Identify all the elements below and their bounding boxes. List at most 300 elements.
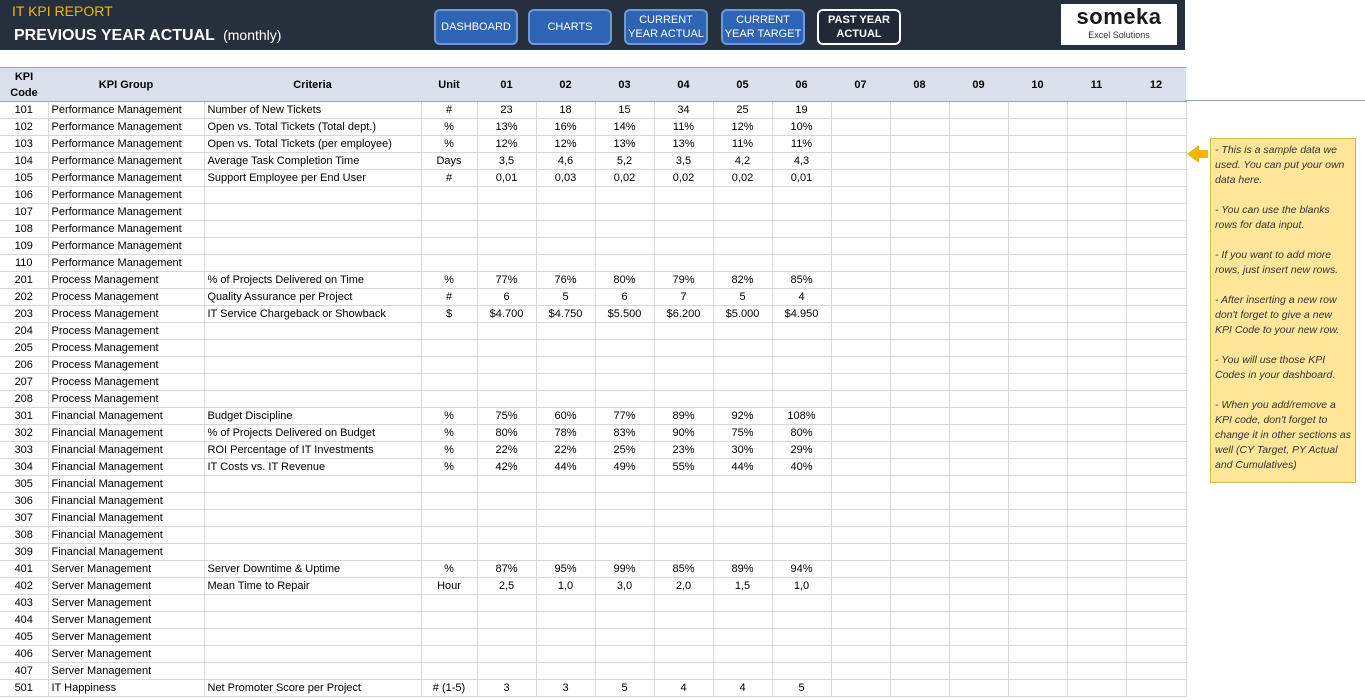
table-cell[interactable] [890, 102, 949, 119]
table-cell[interactable] [1126, 629, 1186, 646]
table-cell[interactable]: Server Management [48, 663, 204, 680]
table-cell[interactable]: Server Management [48, 612, 204, 629]
table-cell[interactable] [772, 544, 831, 561]
table-cell[interactable] [713, 221, 772, 238]
table-cell[interactable] [831, 136, 890, 153]
table-cell[interactable] [1067, 578, 1126, 595]
table-cell[interactable] [890, 646, 949, 663]
table-cell[interactable] [421, 255, 477, 272]
table-cell[interactable] [595, 476, 654, 493]
table-cell[interactable] [949, 238, 1008, 255]
table-cell[interactable] [595, 510, 654, 527]
table-cell[interactable] [772, 663, 831, 680]
table-cell[interactable] [831, 629, 890, 646]
table-cell[interactable] [713, 204, 772, 221]
table-cell[interactable] [831, 153, 890, 170]
table-cell[interactable] [772, 629, 831, 646]
table-cell[interactable] [831, 340, 890, 357]
table-cell[interactable]: 204 [0, 323, 48, 340]
table-cell[interactable]: 23 [477, 102, 536, 119]
table-cell[interactable] [713, 595, 772, 612]
table-cell[interactable] [1008, 272, 1067, 289]
table-cell[interactable] [204, 629, 421, 646]
table-cell[interactable]: 3,0 [595, 578, 654, 595]
current-year-target-button[interactable]: CURRENT YEAR TARGET [721, 9, 805, 45]
table-cell[interactable] [772, 510, 831, 527]
table-cell[interactable]: Financial Management [48, 544, 204, 561]
table-cell[interactable]: 202 [0, 289, 48, 306]
table-cell[interactable] [713, 510, 772, 527]
table-cell[interactable] [831, 578, 890, 595]
table-cell[interactable]: % [421, 561, 477, 578]
table-cell[interactable] [204, 663, 421, 680]
table-cell[interactable] [421, 493, 477, 510]
table-cell[interactable]: 301 [0, 408, 48, 425]
table-cell[interactable]: # [421, 289, 477, 306]
table-cell[interactable] [890, 578, 949, 595]
table-cell[interactable] [536, 476, 595, 493]
table-cell[interactable]: 29% [772, 442, 831, 459]
table-cell[interactable]: 0,02 [713, 170, 772, 187]
table-cell[interactable]: 55% [654, 459, 713, 476]
table-cell[interactable] [1067, 119, 1126, 136]
table-cell[interactable] [772, 374, 831, 391]
table-cell[interactable]: Budget Discipline [204, 408, 421, 425]
table-cell[interactable]: 6 [477, 289, 536, 306]
table-cell[interactable]: 404 [0, 612, 48, 629]
table-cell[interactable]: Open vs. Total Tickets (per employee) [204, 136, 421, 153]
table-cell[interactable] [772, 204, 831, 221]
table-cell[interactable] [1008, 357, 1067, 374]
table-cell[interactable]: 106 [0, 187, 48, 204]
table-cell[interactable]: 307 [0, 510, 48, 527]
table-cell[interactable]: 25% [595, 442, 654, 459]
table-cell[interactable]: 89% [654, 408, 713, 425]
table-cell[interactable] [890, 612, 949, 629]
table-cell[interactable] [831, 646, 890, 663]
table-cell[interactable] [1067, 527, 1126, 544]
table-cell[interactable]: 13% [654, 136, 713, 153]
table-cell[interactable]: 5 [536, 289, 595, 306]
table-cell[interactable] [654, 544, 713, 561]
table-cell[interactable]: 5 [595, 680, 654, 697]
table-cell[interactable] [1008, 153, 1067, 170]
table-cell[interactable] [831, 323, 890, 340]
table-cell[interactable]: Server Management [48, 629, 204, 646]
table-cell[interactable] [477, 255, 536, 272]
table-cell[interactable] [595, 391, 654, 408]
table-cell[interactable] [536, 374, 595, 391]
table-cell[interactable] [421, 323, 477, 340]
table-cell[interactable] [1126, 289, 1186, 306]
table-cell[interactable] [890, 136, 949, 153]
table-cell[interactable]: 94% [772, 561, 831, 578]
table-cell[interactable]: Process Management [48, 289, 204, 306]
table-cell[interactable]: 89% [713, 561, 772, 578]
table-cell[interactable] [477, 476, 536, 493]
table-cell[interactable] [831, 544, 890, 561]
table-cell[interactable] [772, 187, 831, 204]
table-cell[interactable] [949, 153, 1008, 170]
table-cell[interactable] [536, 255, 595, 272]
table-cell[interactable] [477, 493, 536, 510]
table-cell[interactable] [654, 476, 713, 493]
table-cell[interactable] [772, 323, 831, 340]
table-cell[interactable] [421, 221, 477, 238]
table-cell[interactable] [949, 221, 1008, 238]
table-cell[interactable] [1008, 408, 1067, 425]
table-cell[interactable] [949, 425, 1008, 442]
table-cell[interactable] [654, 391, 713, 408]
table-cell[interactable] [654, 357, 713, 374]
table-cell[interactable] [421, 527, 477, 544]
table-cell[interactable] [421, 595, 477, 612]
table-cell[interactable] [713, 544, 772, 561]
table-cell[interactable] [654, 510, 713, 527]
table-cell[interactable] [949, 272, 1008, 289]
table-cell[interactable] [1067, 340, 1126, 357]
table-cell[interactable] [204, 476, 421, 493]
table-cell[interactable] [831, 238, 890, 255]
table-cell[interactable]: 77% [595, 408, 654, 425]
table-cell[interactable] [1126, 255, 1186, 272]
table-cell[interactable] [831, 595, 890, 612]
table-cell[interactable]: Performance Management [48, 119, 204, 136]
table-cell[interactable]: # [421, 102, 477, 119]
table-cell[interactable] [654, 527, 713, 544]
table-cell[interactable]: 3,5 [477, 153, 536, 170]
table-cell[interactable] [1008, 493, 1067, 510]
table-cell[interactable] [831, 561, 890, 578]
table-cell[interactable]: Quality Assurance per Project [204, 289, 421, 306]
table-cell[interactable] [654, 663, 713, 680]
table-cell[interactable] [536, 187, 595, 204]
table-cell[interactable] [654, 493, 713, 510]
table-cell[interactable] [1008, 425, 1067, 442]
table-cell[interactable] [949, 408, 1008, 425]
table-cell[interactable] [595, 323, 654, 340]
table-cell[interactable]: % [421, 425, 477, 442]
table-cell[interactable] [772, 595, 831, 612]
table-cell[interactable] [890, 221, 949, 238]
table-cell[interactable]: 3 [477, 680, 536, 697]
table-cell[interactable] [1067, 170, 1126, 187]
table-cell[interactable] [421, 374, 477, 391]
table-cell[interactable] [595, 629, 654, 646]
table-cell[interactable] [595, 187, 654, 204]
table-cell[interactable] [204, 340, 421, 357]
table-cell[interactable] [890, 680, 949, 697]
table-cell[interactable]: 407 [0, 663, 48, 680]
table-cell[interactable] [595, 646, 654, 663]
table-cell[interactable]: 110 [0, 255, 48, 272]
table-cell[interactable] [949, 459, 1008, 476]
table-cell[interactable]: Server Management [48, 578, 204, 595]
table-cell[interactable]: 0,01 [772, 170, 831, 187]
table-cell[interactable] [536, 595, 595, 612]
table-cell[interactable] [949, 204, 1008, 221]
table-cell[interactable]: Financial Management [48, 527, 204, 544]
table-cell[interactable]: 102 [0, 119, 48, 136]
table-cell[interactable] [949, 629, 1008, 646]
table-cell[interactable] [1067, 544, 1126, 561]
table-cell[interactable]: 401 [0, 561, 48, 578]
table-cell[interactable]: Days [421, 153, 477, 170]
table-cell[interactable]: 80% [595, 272, 654, 289]
table-cell[interactable] [1008, 391, 1067, 408]
table-cell[interactable] [204, 391, 421, 408]
table-cell[interactable] [421, 646, 477, 663]
table-cell[interactable]: Mean Time to Repair [204, 578, 421, 595]
table-cell[interactable]: Performance Management [48, 136, 204, 153]
table-cell[interactable] [949, 289, 1008, 306]
table-cell[interactable] [772, 238, 831, 255]
table-cell[interactable] [772, 493, 831, 510]
table-cell[interactable] [1008, 119, 1067, 136]
table-cell[interactable] [949, 391, 1008, 408]
table-cell[interactable]: 402 [0, 578, 48, 595]
table-cell[interactable]: 308 [0, 527, 48, 544]
table-cell[interactable] [536, 391, 595, 408]
table-cell[interactable] [772, 476, 831, 493]
table-cell[interactable] [536, 612, 595, 629]
table-cell[interactable]: % [421, 459, 477, 476]
table-cell[interactable]: 77% [477, 272, 536, 289]
table-cell[interactable] [477, 391, 536, 408]
table-cell[interactable] [595, 527, 654, 544]
table-cell[interactable]: 109 [0, 238, 48, 255]
someka-logo[interactable] [1061, 4, 1177, 45]
table-cell[interactable]: Performance Management [48, 204, 204, 221]
table-cell[interactable] [831, 221, 890, 238]
table-cell[interactable] [1008, 306, 1067, 323]
table-cell[interactable]: 405 [0, 629, 48, 646]
table-cell[interactable] [1067, 493, 1126, 510]
table-cell[interactable] [949, 255, 1008, 272]
table-cell[interactable]: 104 [0, 153, 48, 170]
table-cell[interactable] [713, 357, 772, 374]
table-cell[interactable] [890, 442, 949, 459]
table-cell[interactable]: 403 [0, 595, 48, 612]
table-cell[interactable] [477, 629, 536, 646]
table-cell[interactable] [421, 612, 477, 629]
table-cell[interactable]: 103 [0, 136, 48, 153]
table-cell[interactable] [772, 221, 831, 238]
table-cell[interactable] [890, 340, 949, 357]
table-cell[interactable]: Server Management [48, 646, 204, 663]
table-cell[interactable] [949, 187, 1008, 204]
table-cell[interactable] [890, 238, 949, 255]
table-cell[interactable] [654, 340, 713, 357]
table-cell[interactable] [949, 510, 1008, 527]
table-cell[interactable] [1067, 153, 1126, 170]
table-cell[interactable] [421, 391, 477, 408]
table-cell[interactable]: 208 [0, 391, 48, 408]
table-cell[interactable]: 23% [654, 442, 713, 459]
table-cell[interactable] [421, 187, 477, 204]
table-cell[interactable] [477, 204, 536, 221]
table-cell[interactable]: % [421, 119, 477, 136]
table-cell[interactable] [1067, 680, 1126, 697]
table-cell[interactable]: IT Service Chargeback or Showback [204, 306, 421, 323]
table-cell[interactable] [477, 646, 536, 663]
table-cell[interactable]: 306 [0, 493, 48, 510]
table-cell[interactable] [949, 612, 1008, 629]
table-cell[interactable] [1126, 204, 1186, 221]
table-cell[interactable] [890, 476, 949, 493]
table-cell[interactable]: 12% [536, 136, 595, 153]
table-cell[interactable] [890, 510, 949, 527]
table-cell[interactable]: 13% [595, 136, 654, 153]
table-cell[interactable]: 203 [0, 306, 48, 323]
table-cell[interactable] [421, 629, 477, 646]
table-cell[interactable] [1008, 238, 1067, 255]
table-cell[interactable]: 87% [477, 561, 536, 578]
table-cell[interactable]: Open vs. Total Tickets (Total dept.) [204, 119, 421, 136]
table-cell[interactable] [1126, 306, 1186, 323]
table-cell[interactable]: 11% [654, 119, 713, 136]
table-cell[interactable] [890, 119, 949, 136]
table-cell[interactable]: % [421, 408, 477, 425]
table-cell[interactable] [1126, 459, 1186, 476]
table-cell[interactable] [421, 663, 477, 680]
table-cell[interactable] [949, 646, 1008, 663]
table-cell[interactable] [536, 510, 595, 527]
table-cell[interactable] [1126, 612, 1186, 629]
table-cell[interactable]: 101 [0, 102, 48, 119]
table-cell[interactable] [1067, 612, 1126, 629]
table-cell[interactable]: Hour [421, 578, 477, 595]
table-cell[interactable] [1126, 221, 1186, 238]
table-cell[interactable] [1008, 187, 1067, 204]
table-cell[interactable] [1008, 663, 1067, 680]
table-cell[interactable] [204, 612, 421, 629]
table-cell[interactable]: 207 [0, 374, 48, 391]
table-cell[interactable] [204, 646, 421, 663]
table-cell[interactable] [654, 238, 713, 255]
table-cell[interactable] [713, 340, 772, 357]
table-cell[interactable]: 501 [0, 680, 48, 697]
table-cell[interactable] [1126, 187, 1186, 204]
table-cell[interactable] [1067, 476, 1126, 493]
table-cell[interactable] [1067, 391, 1126, 408]
table-cell[interactable]: 60% [536, 408, 595, 425]
table-cell[interactable]: 1,5 [713, 578, 772, 595]
table-cell[interactable] [1008, 578, 1067, 595]
table-cell[interactable] [831, 408, 890, 425]
table-cell[interactable] [1008, 680, 1067, 697]
table-cell[interactable] [1126, 646, 1186, 663]
table-cell[interactable]: 82% [713, 272, 772, 289]
table-cell[interactable]: Process Management [48, 391, 204, 408]
table-cell[interactable] [477, 340, 536, 357]
table-cell[interactable] [1008, 595, 1067, 612]
table-cell[interactable] [831, 425, 890, 442]
table-cell[interactable] [831, 680, 890, 697]
table-cell[interactable] [831, 476, 890, 493]
table-cell[interactable] [1126, 323, 1186, 340]
table-cell[interactable] [1067, 629, 1126, 646]
table-cell[interactable] [421, 204, 477, 221]
table-cell[interactable] [654, 612, 713, 629]
table-cell[interactable] [713, 493, 772, 510]
current-year-actual-button[interactable]: CURRENT YEAR ACTUAL [624, 9, 708, 45]
table-cell[interactable] [890, 391, 949, 408]
table-cell[interactable]: 79% [654, 272, 713, 289]
table-cell[interactable] [949, 170, 1008, 187]
table-cell[interactable] [831, 612, 890, 629]
table-cell[interactable] [1126, 663, 1186, 680]
table-cell[interactable] [831, 459, 890, 476]
table-cell[interactable]: Performance Management [48, 221, 204, 238]
table-cell[interactable] [1008, 476, 1067, 493]
table-cell[interactable] [949, 493, 1008, 510]
table-cell[interactable] [890, 374, 949, 391]
table-cell[interactable] [536, 663, 595, 680]
table-cell[interactable] [1126, 595, 1186, 612]
table-cell[interactable] [1067, 408, 1126, 425]
table-cell[interactable] [477, 374, 536, 391]
table-cell[interactable] [654, 204, 713, 221]
table-cell[interactable]: 83% [595, 425, 654, 442]
table-cell[interactable] [890, 425, 949, 442]
table-cell[interactable]: 22% [477, 442, 536, 459]
table-cell[interactable] [713, 629, 772, 646]
table-cell[interactable] [1126, 102, 1186, 119]
table-cell[interactable] [1126, 272, 1186, 289]
table-cell[interactable]: 30% [713, 442, 772, 459]
table-cell[interactable] [1008, 561, 1067, 578]
table-cell[interactable] [949, 527, 1008, 544]
table-cell[interactable]: 80% [772, 425, 831, 442]
table-cell[interactable] [595, 340, 654, 357]
table-cell[interactable] [713, 527, 772, 544]
dashboard-button[interactable]: DASHBOARD [434, 9, 518, 45]
table-cell[interactable]: Performance Management [48, 102, 204, 119]
table-cell[interactable] [772, 612, 831, 629]
table-cell[interactable] [204, 527, 421, 544]
table-cell[interactable]: 12% [477, 136, 536, 153]
table-cell[interactable] [831, 289, 890, 306]
table-cell[interactable] [1126, 374, 1186, 391]
table-cell[interactable] [949, 663, 1008, 680]
table-cell[interactable] [1067, 374, 1126, 391]
table-cell[interactable] [890, 272, 949, 289]
table-cell[interactable] [477, 238, 536, 255]
table-cell[interactable] [1067, 663, 1126, 680]
table-cell[interactable] [949, 340, 1008, 357]
table-cell[interactable]: Server Management [48, 561, 204, 578]
table-cell[interactable]: 11% [772, 136, 831, 153]
table-cell[interactable] [595, 493, 654, 510]
table-cell[interactable]: 302 [0, 425, 48, 442]
table-cell[interactable] [713, 255, 772, 272]
table-cell[interactable] [536, 544, 595, 561]
table-cell[interactable] [204, 323, 421, 340]
table-cell[interactable]: ROI Percentage of IT Investments [204, 442, 421, 459]
table-cell[interactable]: 40% [772, 459, 831, 476]
table-cell[interactable]: 42% [477, 459, 536, 476]
table-cell[interactable] [1067, 561, 1126, 578]
table-cell[interactable]: # (1-5) [421, 680, 477, 697]
table-cell[interactable] [1126, 578, 1186, 595]
table-cell[interactable] [1126, 510, 1186, 527]
table-cell[interactable] [595, 357, 654, 374]
table-cell[interactable]: % [421, 136, 477, 153]
table-cell[interactable] [1126, 238, 1186, 255]
table-cell[interactable]: 34 [654, 102, 713, 119]
table-cell[interactable]: 1,0 [536, 578, 595, 595]
